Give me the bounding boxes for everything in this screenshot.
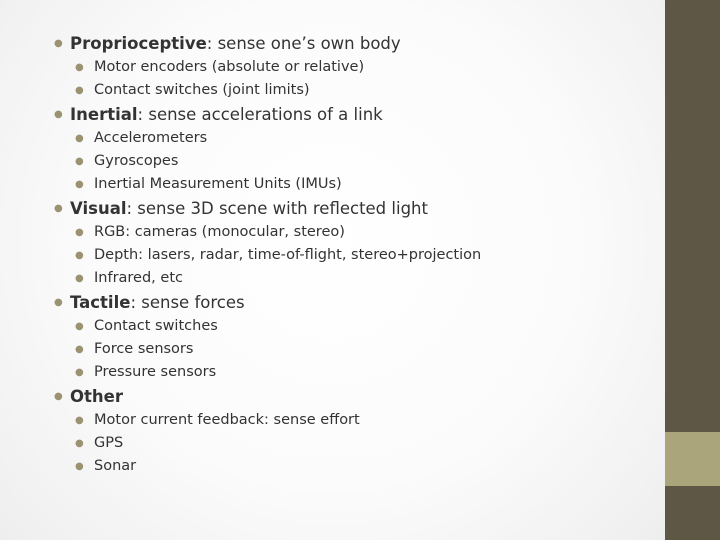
bullet-dot-icon: ● bbox=[54, 297, 63, 308]
sub-bullet-text: RGB: cameras (monocular, stereo) bbox=[94, 224, 345, 240]
bullet-dot-icon: ● bbox=[54, 203, 63, 214]
bullet-dot-icon: ● bbox=[75, 250, 84, 261]
bullet-visual bbox=[54, 196, 654, 221]
bullet-dot-icon: ● bbox=[75, 179, 84, 190]
sub-bullet-item bbox=[54, 338, 654, 361]
sub-bullet-text: Motor current feedback: sense effort bbox=[94, 412, 360, 428]
sub-bullet-item bbox=[54, 127, 654, 150]
sub-bullet-text: Inertial Measurement Units (IMUs) bbox=[94, 176, 342, 192]
bullet-dot-icon: ● bbox=[75, 85, 84, 96]
bullet-term: Tactile bbox=[70, 293, 131, 312]
bullet-dot-icon: ● bbox=[75, 461, 84, 472]
sub-bullet-text: Force sensors bbox=[94, 341, 194, 357]
bullet-dot-icon: ● bbox=[75, 344, 84, 355]
sub-bullet-item bbox=[54, 432, 654, 455]
bullet-dot-icon: ● bbox=[75, 62, 84, 73]
sub-bullet-text: GPS bbox=[94, 435, 124, 451]
bullet-dot-icon: ● bbox=[75, 227, 84, 238]
decorative-sidebar bbox=[665, 0, 720, 540]
bullet-description: : sense accelerations of a link bbox=[137, 105, 383, 124]
sub-bullet-item bbox=[54, 221, 654, 244]
sub-bullet-item bbox=[54, 173, 654, 196]
sub-bullet-item bbox=[54, 315, 654, 338]
bullet-other bbox=[54, 384, 654, 409]
bullet-term: Proprioceptive bbox=[70, 34, 207, 53]
bullet-description: : sense one’s own body bbox=[206, 34, 401, 53]
sidebar-accent-block bbox=[665, 432, 720, 486]
bullet-term: Other bbox=[70, 387, 123, 406]
bullet-description: : sense 3D scene with reflected light bbox=[126, 199, 428, 218]
bullet-description: : sense forces bbox=[130, 293, 245, 312]
bullet-inertial bbox=[54, 102, 654, 127]
sub-bullet-item bbox=[54, 79, 654, 102]
sub-bullet-text: Pressure sensors bbox=[94, 364, 217, 380]
sub-bullet-text: Gyroscopes bbox=[94, 153, 179, 169]
bullet-dot-icon: ● bbox=[75, 133, 84, 144]
bullet-list bbox=[54, 31, 654, 478]
bullet-dot-icon: ● bbox=[75, 273, 84, 284]
bullet-term: Inertial bbox=[70, 105, 138, 124]
sub-bullet-item bbox=[54, 244, 654, 267]
sub-bullet-text: Infrared, etc bbox=[94, 270, 183, 286]
bullet-term: Visual bbox=[70, 199, 127, 218]
sub-bullet-text: Contact switches (joint limits) bbox=[94, 82, 310, 98]
bullet-dot-icon: ● bbox=[75, 156, 84, 167]
bullet-proprioceptive bbox=[54, 31, 654, 56]
sub-bullet-item bbox=[54, 56, 654, 79]
sub-bullet-item bbox=[54, 150, 654, 173]
bullet-dot-icon: ● bbox=[75, 415, 84, 426]
sub-bullet-item bbox=[54, 455, 654, 478]
bullet-dot-icon: ● bbox=[54, 38, 63, 49]
sub-bullet-item bbox=[54, 409, 654, 432]
sub-bullet-text: Accelerometers bbox=[94, 130, 208, 146]
bullet-dot-icon: ● bbox=[54, 391, 63, 402]
sub-bullet-item bbox=[54, 267, 654, 290]
sub-bullet-text: Motor encoders (absolute or relative) bbox=[94, 59, 365, 75]
bullet-dot-icon: ● bbox=[75, 367, 84, 378]
sub-bullet-item bbox=[54, 361, 654, 384]
bullet-dot-icon: ● bbox=[75, 438, 84, 449]
bullet-dot-icon: ● bbox=[75, 321, 84, 332]
sub-bullet-text: Depth: lasers, radar, time-of-flight, stereo+projection bbox=[94, 247, 482, 263]
sub-bullet-text: Contact switches bbox=[94, 318, 218, 334]
sub-bullet-text: Sonar bbox=[94, 458, 137, 474]
bullet-dot-icon: ● bbox=[54, 109, 63, 120]
bullet-tactile bbox=[54, 290, 654, 315]
